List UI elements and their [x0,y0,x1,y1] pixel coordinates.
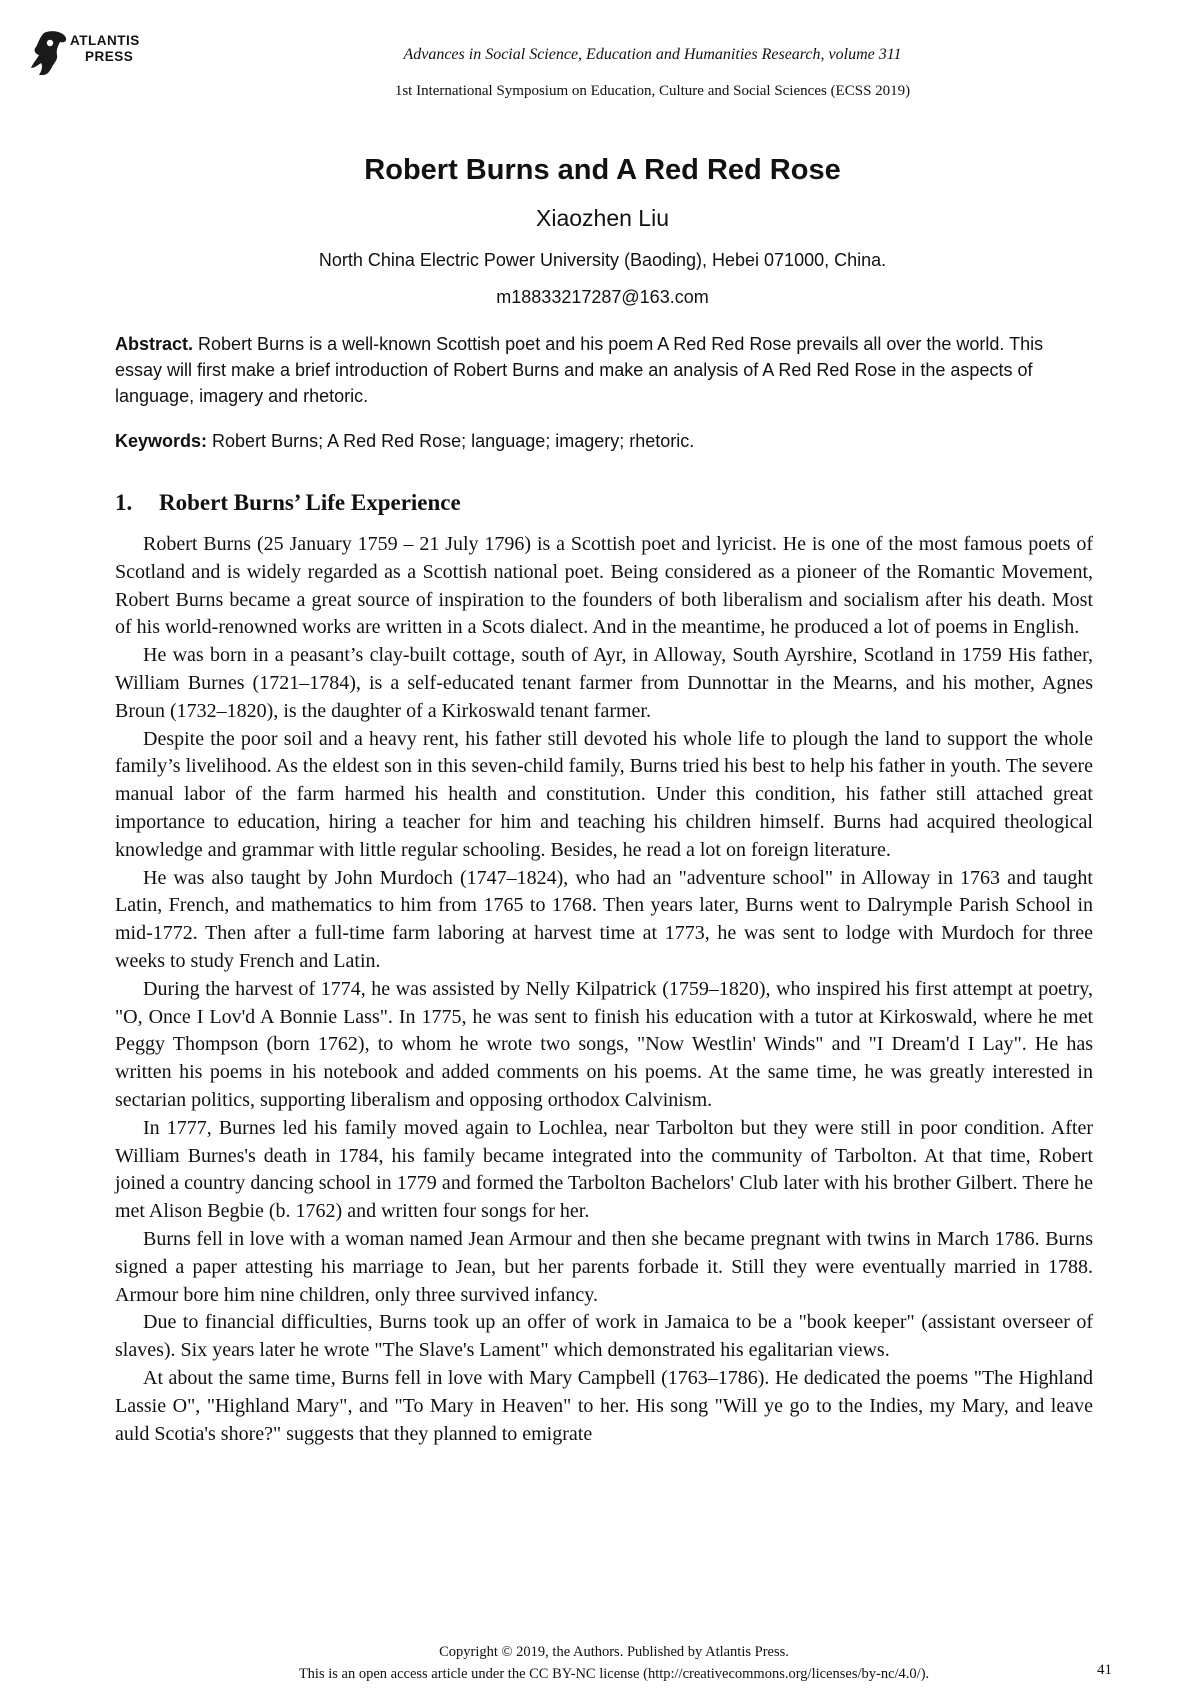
keywords-text: Robert Burns; A Red Red Rose; language; imagery; rhetoric. [207,431,695,451]
abstract [115,331,1095,409]
section-title: Robert Burns’ Life Experience [159,490,461,515]
author-affiliation: North China Electric Power University (Baoding), Hebei 071000, China. [318,250,887,270]
body-paragraph: At about the same time, Burns fell in love with Mary Campbell (1763–1786). He dedicated the poems "The Highland Lassie O", "Highland Mary", and "To Mary in Heaven" to her. His song "Will ye go to the Indies, my Mary, and leave auld Scotia's shore?" suggests that they planned to emigrate [115,1366,1093,1445]
section-heading [115,490,461,516]
paper-title: Robert Burns and A Red Red Rose [364,154,841,186]
keywords-label: Keywords: [115,431,208,451]
copyright-line: Copyright © 2019, the Authors. Published by Atlantis Press. [439,1644,789,1660]
page-number: 41 [1097,1662,1112,1678]
section-number: 1. [115,490,133,515]
body-paragraph: During the harvest of 1774, he was assisted by Nelly Kilpatrick (1759–1820), who inspired his first attempt at poetry, "O, Once I Lov'd A Bonnie Lass". In 1775, he was sent to finish his education with a tutor at Kirkoswald, where he met Peggy Thompson (born 1762), to whom he wrote two songs, "Now Westlin' Winds" and "I Dream'd I Lay". He has written his poems in his notebook and added comments on his poems. At the same time, he was greatly interested in sectarian politics, supporting liberalism and opposing orthodox Calvinism. [115,977,1093,1111]
conference-name: 1st International Symposium on Education, Culture and Social Sciences (ECSS 2019) [394,83,911,99]
section-body [115,531,1093,1448]
abstract-text: Robert Burns is a well-known Scottish poet and his poem A Red Red Rose prevails all over the world. This essay will first make a brief introduction of Robert Burns and make an analysis of A Red Red Rose in the aspects of language, imagery and rhetoric. [115,334,1044,406]
abstract-label: Abstract. [115,334,194,354]
logo-line-2: PRESS [85,49,134,64]
logo-line-1: ATLANTIS [70,33,140,48]
series-title: Advances in Social Science, Education and Humanities Research, volume 311 [403,46,902,63]
license-line: This is an open access article under the CC BY-NC license (http://creativecommons.org/licenses/by-nc/4.0/). [298,1666,930,1682]
body-paragraph: In 1777, Burnes led his family moved again to Lochlea, near Tarbolton but they were still in poor condition. After William Burnes's death in 1784, his family became integrated into the community of Tarbolton. At that time, Robert joined a country dancing school in 1779 and formed the Tarbolton Bachelors' Club later with his brother Gilbert. There he met Alison Begbie (b. 1762) and written four songs for her. [115,1116,1093,1223]
author-email: m18833217287@163.com [496,287,709,307]
body-paragraph: He was also taught by John Murdoch (1747–1824), who had an "adventure school" in Alloway in 1763 and taught Latin, French, and mathematics to him from 1765 to 1768. Then years later, Burns went to Dalrymple Parish School in mid-1772. Then after a full-time farm laboring at harvest time at 1773, he was sent to lodge with Murdoch for three weeks to study French and Latin. [115,866,1093,972]
copyright-footer [0,1641,1200,1685]
author-name: Xiaozhen Liu [536,205,669,231]
keywords [115,428,1095,454]
body-paragraph: Despite the poor soil and a heavy rent, his father still devoted his whole life to plough the land to support the whole family’s livelihood. As the eldest son in this seven-child family, Burns tried his best to help his father in youth. The severe manual labor of the farm harmed his health and constitution. Under this condition, his father still attached great importance to education, hiring a teacher for him and teaching his children himself. Burns had acquired theological knowledge and grammar with little regular schooling. Besides, he read a lot on foreign literature. [115,727,1093,861]
body-paragraph: He was born in a peasant’s clay-built cottage, south of Ayr, in Alloway, South Ayrshire, Scotland in 1759 His father, William Burnes (1721–1784), is a self-educated tenant farmer from Dunnottar in the Mearns, and his mother, Agnes Broun (1732–1820), is the daughter of a Kirkoswald tenant farmer. [115,644,1093,722]
body-paragraph: Robert Burns (25 January 1759 – 21 July 1796) is a Scottish poet and lyricist. He is one of the most famous poets of Scotland and is widely regarded as a Scottish national poet. Being considered as a pioneer of the Romantic Movement, Robert Burns became a great source of inspiration to the founders of both liberalism and socialism after his death. Most of his world-renowned works are written in a Scots dialect. And in the meantime, he produced a lot of poems in English. [115,533,1093,639]
body-paragraph: Due to financial difficulties, Burns took up an offer of work in Jamaica to be a "book keeper" (assistant overseer of slaves). Six years later he wrote "The Slave's Lament" which demonstrated his egalitarian views. [115,1311,1093,1362]
body-paragraph: Burns fell in love with a woman named Jean Armour and then she became pregnant with twins in March 1786. Burns signed a paper attesting his marriage to Jean, but her parents forbade it. Still they were eventually married in 1788. Armour bore him nine children, only three survived infancy. [115,1227,1093,1306]
